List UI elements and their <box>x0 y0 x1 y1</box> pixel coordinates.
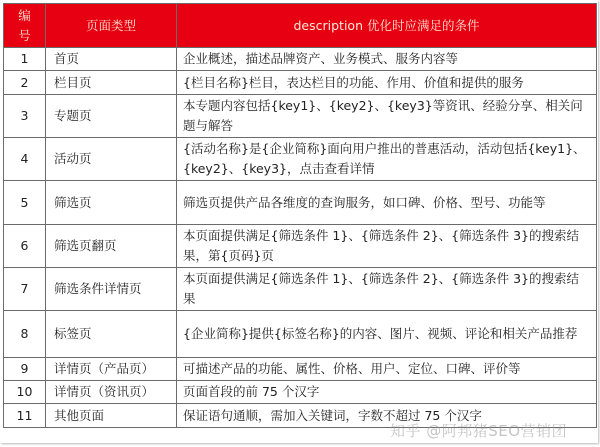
row-page-type: 活动页 <box>46 138 177 181</box>
row-page-type: 其他页面 <box>46 404 177 428</box>
header-number-line1: 编 <box>18 7 31 23</box>
row-page-type: 筛选页 <box>46 181 177 225</box>
table-row <box>4 225 597 268</box>
header-description: description 优化时应满足的条件 <box>177 4 597 48</box>
row-page-type: 栏目页 <box>46 71 177 95</box>
table-row <box>4 381 597 404</box>
row-description: 保证语句通顺，需加入关键词，字数不超过 75 个汉字 <box>177 404 597 428</box>
header-row <box>4 4 597 48</box>
row-description: {企业简称}提供{标签名称}的内容、图片、视频、评论和相关产品推荐 <box>177 311 597 358</box>
row-description: {活动名称}是{企业简称}面向用户推出的普惠活动，活动包括{key1}、{key2}、{key3}，点击查看详情 <box>177 138 597 181</box>
row-page-type: 详情页（产品页） <box>46 358 177 381</box>
table-row <box>4 268 597 311</box>
watermark: 知乎 @阿邦猪SEO营销团 <box>390 422 568 440</box>
row-page-type: 筛选条件详情页 <box>46 268 177 311</box>
row-description: 本页面提供满足{筛选条件 1}、{筛选条件 2}、{筛选条件 3}的搜索结果，第{页码}页 <box>177 225 597 268</box>
table-row <box>4 48 597 71</box>
row-number: 1 <box>4 48 46 71</box>
header-number-line2: 号 <box>18 27 31 43</box>
row-number: 5 <box>4 181 46 225</box>
header-number <box>4 4 46 48</box>
row-number: 8 <box>4 311 46 358</box>
table-row <box>4 404 597 428</box>
table-row <box>4 358 597 381</box>
row-number: 2 <box>4 71 46 95</box>
table-row <box>4 311 597 358</box>
row-description: 本专题内容包括{key1}、{key2}、{key3}等资讯、经验分享、相关问题与解答 <box>177 95 597 138</box>
table-row <box>4 71 597 95</box>
row-number: 9 <box>4 358 46 381</box>
table-row <box>4 95 597 138</box>
row-number: 4 <box>4 138 46 181</box>
row-description: 可描述产品的功能、属性、价格、用户、定位、口碑、评价等 <box>177 358 597 381</box>
row-description: {栏目名称}栏目，表达栏目的功能、作用、价值和提供的服务 <box>177 71 597 95</box>
row-page-type: 专题页 <box>46 95 177 138</box>
row-description: 筛选页提供产品各维度的查询服务，如口碑、价格、型号、功能等 <box>177 181 597 225</box>
row-number: 7 <box>4 268 46 311</box>
header-page-type: 页面类型 <box>46 4 177 48</box>
row-description: 本页面提供满足{筛选条件 1}、{筛选条件 2}、{筛选条件 3}的搜索结果 <box>177 268 597 311</box>
row-number: 6 <box>4 225 46 268</box>
row-page-type: 标签页 <box>46 311 177 358</box>
row-number: 11 <box>4 404 46 428</box>
row-page-type: 筛选页翻页 <box>46 225 177 268</box>
row-number: 10 <box>4 381 46 404</box>
row-description: 页面首段的前 75 个汉字 <box>177 381 597 404</box>
seo-description-table <box>3 3 597 428</box>
row-number: 3 <box>4 95 46 138</box>
table-row <box>4 138 597 181</box>
row-page-type: 详情页（资讯页） <box>46 381 177 404</box>
row-page-type: 首页 <box>46 48 177 71</box>
table-row <box>4 181 597 225</box>
row-description: 企业概述，描述品牌资产、业务模式、服务内容等 <box>177 48 597 71</box>
